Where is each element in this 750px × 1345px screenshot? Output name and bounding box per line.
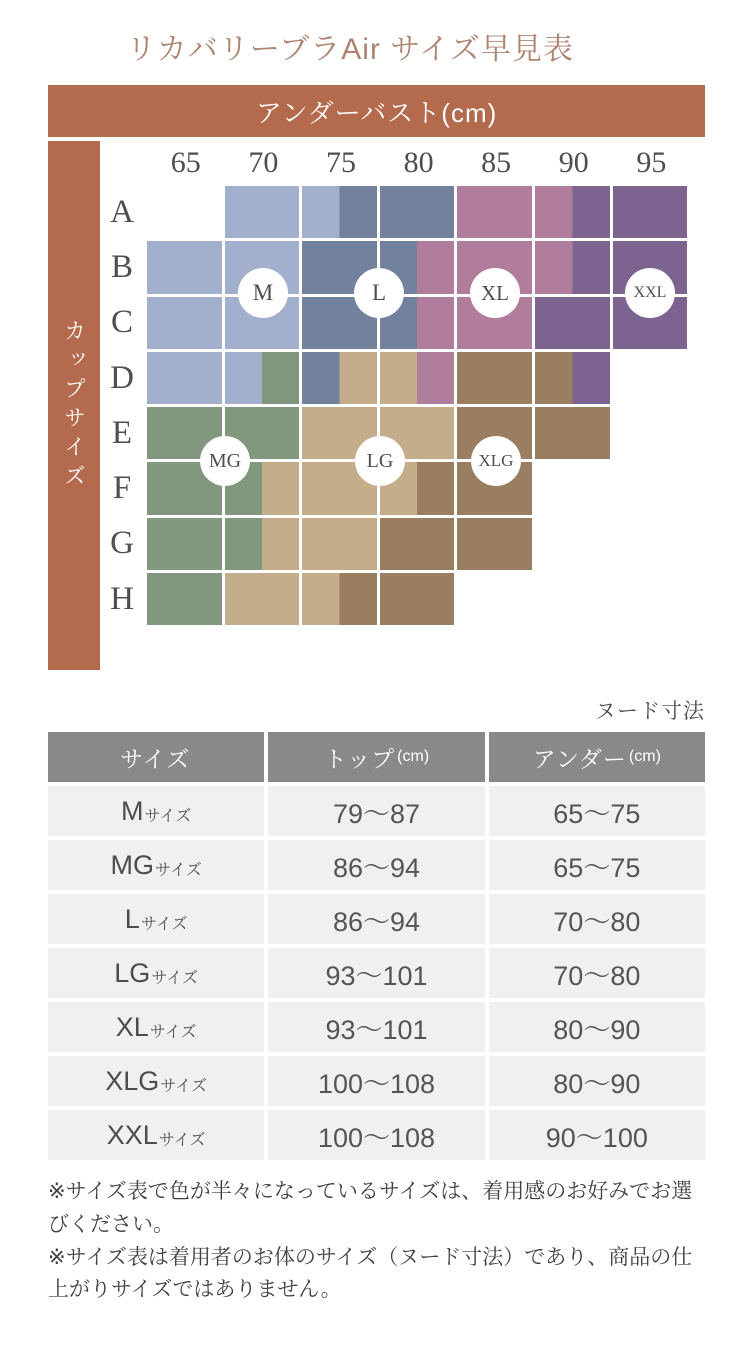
grid-cell-F-95 (613, 462, 688, 514)
size-name-cell: XLG サイズ (48, 1056, 264, 1106)
under-range-cell: 80〜90 (489, 1056, 705, 1106)
grid-cell-G-95 (613, 518, 688, 570)
top-range-cell: 86〜94 (268, 894, 484, 944)
size-name-cell: XXL サイズ (48, 1110, 264, 1160)
grid-cell-D-90 (535, 352, 610, 404)
grid-cell-D-95 (613, 352, 688, 404)
grid-cell-G-65 (147, 518, 222, 570)
grid-cell-H-75 (302, 573, 377, 625)
cup-row-label-G: G (110, 525, 134, 562)
grid-cell-G-80 (380, 518, 455, 570)
top-range-cell: 93〜101 (268, 1002, 484, 1052)
underbust-column-80: 80 (403, 146, 434, 179)
grid-cell-A-70 (225, 186, 300, 238)
cup-row-label-B: B (110, 248, 133, 285)
underbust-columns (147, 143, 690, 183)
top-range-cell: 93〜101 (268, 948, 484, 998)
size-circle-l: L (354, 268, 404, 318)
under-range-cell: 90〜100 (489, 1110, 705, 1160)
size-name-cell: XL サイズ (48, 1002, 264, 1052)
table-row (48, 948, 705, 998)
underbust-header-bar (48, 85, 705, 137)
nude-measurement-caption: ヌード寸法 (595, 700, 705, 723)
footnotes (48, 1176, 712, 1307)
grid-cell-G-75 (302, 518, 377, 570)
grid-cell-G-85 (457, 518, 532, 570)
size-circle-lg: LG (355, 436, 405, 486)
grid-cell-D-65 (147, 352, 222, 404)
under-range-cell: 65〜75 (489, 786, 705, 836)
table-row (48, 1110, 705, 1160)
grid-cell-G-90 (535, 518, 610, 570)
grid-cell-G-70 (225, 518, 300, 570)
cup-size-sidebar (48, 141, 100, 670)
table-row (48, 840, 705, 890)
cup-grid (100, 186, 687, 625)
grid-cell-C-65 (147, 297, 222, 349)
top-range-cell: 79〜87 (268, 786, 484, 836)
grid-cell-A-90 (535, 186, 610, 238)
page-title: リカバリーブラAir サイズ早見表 (126, 33, 574, 66)
cup-row-label-F: F (112, 470, 132, 507)
table-row (48, 894, 705, 944)
cup-row-label-C: C (110, 304, 133, 341)
size-circle-mg: MG (200, 436, 250, 486)
grid-cell-D-85 (457, 352, 532, 404)
size-circle-xl: XL (470, 268, 520, 318)
cup-row-label-A: A (110, 193, 134, 230)
table-row (48, 1056, 705, 1106)
cup-row-label-H: H (110, 580, 134, 617)
under-range-cell: 65〜75 (489, 840, 705, 890)
underbust-column-70: 70 (248, 146, 279, 179)
cup-row-label-D: D (110, 359, 134, 396)
cup-row-label-E: E (111, 414, 133, 451)
size-name-cell: L サイズ (48, 894, 264, 944)
grid-cell-B-90 (535, 241, 610, 293)
underbust-header-label: アンダーバスト(cm) (255, 97, 498, 128)
size-table-header-row (48, 732, 705, 782)
size-circle-m: M (238, 268, 288, 318)
header-cell-under: アンダー (cm) (489, 732, 705, 782)
under-range-cell: 70〜80 (489, 894, 705, 944)
grid-cell-H-95 (613, 573, 688, 625)
grid-cell-A-80 (380, 186, 455, 238)
grid-cell-D-75 (302, 352, 377, 404)
grid-cell-F-90 (535, 462, 610, 514)
grid-cell-E-90 (535, 407, 610, 459)
grid-cell-A-65 (147, 186, 222, 238)
footnote: ※サイズ表は着用者のお体のサイズ（ヌード寸法）であり、商品の仕上がりサイズではありません。 (48, 1245, 693, 1302)
grid-cell-H-65 (147, 573, 222, 625)
grid-cell-A-85 (457, 186, 532, 238)
table-row (48, 786, 705, 836)
under-range-cell: 70〜80 (489, 948, 705, 998)
top-range-cell: 86〜94 (268, 840, 484, 890)
size-name-cell: M サイズ (48, 786, 264, 836)
underbust-column-85: 85 (481, 146, 512, 179)
underbust-column-65: 65 (170, 146, 201, 179)
grid-cell-H-90 (535, 573, 610, 625)
grid-cell-D-70 (225, 352, 300, 404)
underbust-column-90: 90 (558, 146, 589, 179)
size-table (48, 732, 705, 1164)
grid-cell-C-90 (535, 297, 610, 349)
header-cell-top: トップ (cm) (268, 732, 484, 782)
size-name-cell: MG サイズ (48, 840, 264, 890)
grid-cell-B-65 (147, 241, 222, 293)
top-range-cell: 100〜108 (268, 1056, 484, 1106)
top-range-cell: 100〜108 (268, 1110, 484, 1160)
grid-cell-D-80 (380, 352, 455, 404)
grid-cell-E-95 (613, 407, 688, 459)
size-circle-xlg: XLG (471, 436, 521, 486)
header-cell-size: サイズ (48, 732, 264, 782)
size-circle-xxl: XXL (625, 268, 675, 318)
grid-cell-H-70 (225, 573, 300, 625)
footnote: ※サイズ表で色が半々になっているサイズは、着用感のお好みでお選びください。 (48, 1180, 693, 1236)
grid-cell-H-80 (380, 573, 455, 625)
underbust-column-75: 75 (325, 146, 356, 179)
cup-size-label: カップサイズ (61, 318, 87, 493)
grid-cell-A-75 (302, 186, 377, 238)
table-row (48, 1002, 705, 1052)
size-name-cell: LG サイズ (48, 948, 264, 998)
grid-cell-A-95 (613, 186, 688, 238)
grid-cell-H-85 (457, 573, 532, 625)
underbust-column-95: 95 (636, 146, 667, 179)
under-range-cell: 80〜90 (489, 1002, 705, 1052)
